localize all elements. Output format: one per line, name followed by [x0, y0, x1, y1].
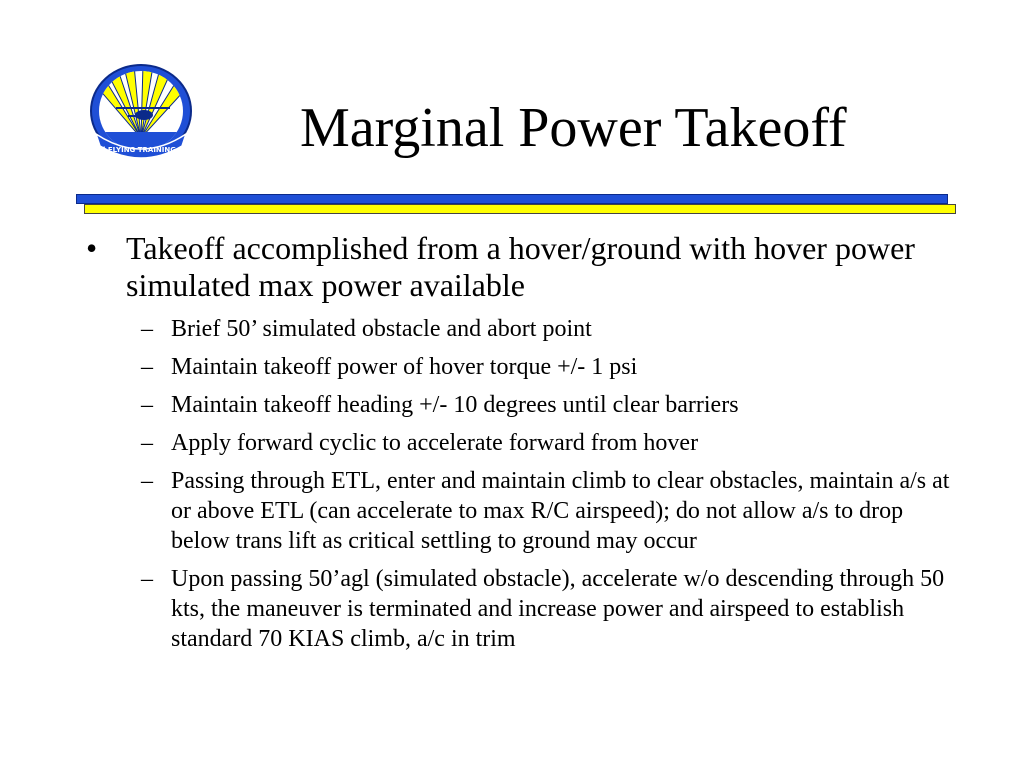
sub-bullet-text: Passing through ETL, enter and maintain climb to clear obstacles, maintain a/s at or above ETL (can accelerate to max R/C airspeed); do not allow a/s to drop below trans lift as critical settling to ground may occur [171, 468, 950, 554]
sub-bullet-text: Brief 50’ simulated obstacle and abort point [171, 316, 592, 342]
main-bullet [86, 230, 956, 304]
dash-marker: – [141, 316, 153, 342]
divider-yellow-bar [84, 204, 956, 214]
sub-bullet-text: Apply forward cyclic to accelerate forward from hover [171, 430, 699, 456]
svg-text:23d FLYING TRAINING FLT: 23d FLYING TRAINING FLT [90, 146, 192, 154]
title-divider [76, 194, 958, 216]
sub-bullet-item [86, 564, 956, 654]
sub-bullet-list [86, 314, 956, 654]
divider-blue-bar [76, 194, 948, 204]
sub-bullet-item [86, 390, 956, 420]
sub-bullet-item [86, 428, 956, 458]
sub-bullet-item [86, 466, 956, 556]
dash-marker: – [141, 566, 153, 592]
slide-body [86, 230, 956, 662]
slide-title: Marginal Power Takeoff [300, 97, 847, 159]
sub-bullet-text: Maintain takeoff heading +/- 10 degrees until clear barriers [171, 392, 739, 418]
sub-bullet-text: Maintain takeoff power of hover torque +/- 1 psi [171, 354, 638, 380]
dash-marker: – [141, 468, 153, 494]
bullet-marker: • [86, 230, 98, 266]
sub-bullet-item [86, 314, 956, 344]
dash-marker: – [141, 354, 153, 380]
sub-bullet-item [86, 352, 956, 382]
main-bullet-text: Takeoff accomplished from a hover/ground with hover power simulated max power available [126, 230, 915, 303]
dash-marker: – [141, 392, 153, 418]
sub-bullet-text: Upon passing 50’agl (simulated obstacle), accelerate w/o descending through 50 kts, the maneuver is terminated and increase power and airspeed to establish standard 70 KIAS climb, a/c in trim [171, 566, 945, 652]
dash-marker: – [141, 430, 153, 456]
squadron-patch-logo [88, 64, 194, 164]
